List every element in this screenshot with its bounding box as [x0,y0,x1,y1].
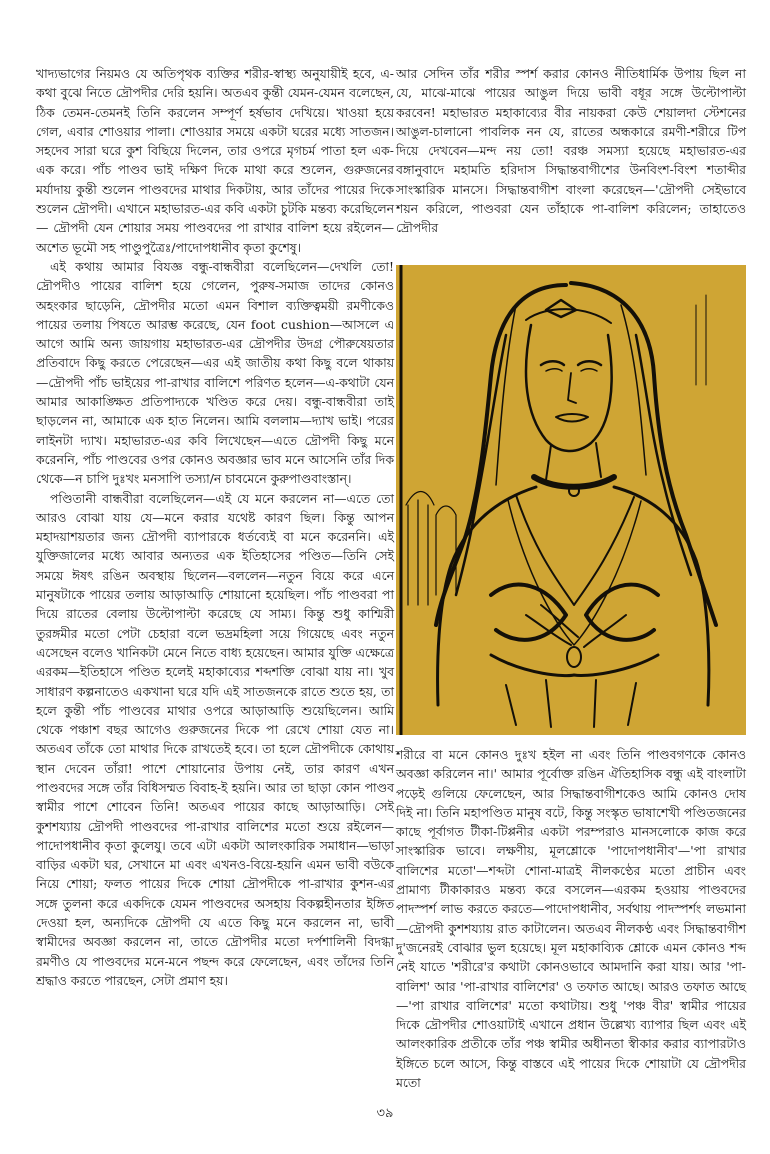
paragraph: এই কথায় আমার বিযজ্ঞ বন্ধু-বান্ধবীরা বলেছিলেন—দেখলি তো! দ্রৌপদীও পায়ের বালিশ হয়ে গেলেন, পুরুষ-সমাজ তাদের কোনও অহংকার ছাড়েনি, দ্রৌপদীর মতো এমন বিশাল ব্যক্তিত্বময়ী রমণীকেও পায়ের তলায় পিষতে আরম্ভ করেছে, যেন foot cushion—আসলে এ আগে আমি অন্য জায়গায় মহাভারত-এর দ্রৌপদীর উদগ্র পৌরুষেয়তার প্রতিবাদে কিছু করতে পেরেছেন—এর এই জাতীয় কথা কিছু বলে থাকায়—দ্রৌপদী পাঁচ ভাইয়ের পা-রাখার বালিশে পরিণত হলেন—এ-কথাটা যেন আমার আকাঙ্ক্ষিত প্রতিপাদ্যকে খণ্ডিত করে দেয়। বন্ধু-বান্ধবীরা তাই ছাড়লেন না, আমাকে এক হাত নিলেন। আমি বললাম—দ্যাখ ভাই। পরের লাইনটা দ্যাখ। মহাভারত-এর কবি লিখেছেন—এতে দ্রৌপদী কিছু মনে করেননি, পাঁচ পাণ্ডবের ওপর কোনও অবজ্ঞার ভাব মনে আসেনি তাঁর দিক থেকে—ন চাপি দুঃখং মনসাপি তস্যা/ন চাবমেনে কুরুপাণ্ডবাংস্তান্। [36,258,394,487]
paragraph: আর সেদিন তাঁর শরীর স্পর্শ করার কোনও নীতিধার্মিক উপায় ছিল না যে, মাঝে-মাঝে পায়ের আঙুল দিয়ে ভাবী বধূর সঙ্গে উল্টোপাল্টা করবেন! মহাভারত মহাকাব্যের বীর নায়করা কেউ শেয়ালদা স্টেশনের আঙুল-চালানো পাবলিক নন যে, রাতের অন্ধকারে রমণী-শরীরে টিপ দিয়ে দেখবেন—মন্দ নয় তো! বরঞ্চ সমস্যা হয়েছে মহাভারত-এর বঙ্গানুবাদে মহামতি হরিদাস সিদ্ধান্তবাগীশের উনবিংশ-বিংশ শতাব্দীর সাংস্কারিক মানসে। সিদ্ধান্তবাগীশ বাংলা করেছেন—'দ্রৌপদী সেইভাবে শয়ন করিলে, পাণ্ডবরা যেন তাঁহাকে পা-বালিশ করিলেন; তাহাতেও দ্রৌপদীর [396,66,746,236]
woman-portrait-icon [396,265,746,735]
illustration-woman-portrait [396,265,746,735]
page-number: ৩৯ [376,1106,394,1121]
paragraph: শরীরে বা মনে কোনও দুঃখ হইল না এবং তিনি পাণ্ডবগণকে কোনও অবজ্ঞা করিলেন না।' আমার পূর্বোক্ত রঙিন ঐতিহাসিক বন্ধু এই বাংলাটা পড়েই গুলিয়ে ফেলেছেন, আর সিদ্ধান্তবাগীশকেও আমি কোনও দোষ দিই না। তিনি মহাপণ্ডিত মানুষ বটে, কিন্তু সংস্কৃত ভাষাশেখী পণ্ডিতজনের কাছে পূর্বাগত টীকা-টিপ্পনীর একটা পরম্পরাও মানসলোকে কাজ করে সাংস্কারিক ভাবে। লক্ষণীয়, মূলশ্লোকে 'পাদোপধানীব'—'পা রাখার বালিশের মতো'—শব্দটা শোনা-মাত্রই নীলকণ্ঠের মতো প্রাচীন এবং প্রামাণ্য টীকাকারও মন্তব্য করে বসলেন—এরকম হওয়ায় পাণ্ডবদের পাদস্পর্শ লাভ করতে করতে—পাদোপধানীব, সর্বথায় পাদস্পর্শং লভমানা—দ্রৌপদী কুশশয্যায় রাত কাটালেন। অতএব নীলকণ্ঠ এবং সিদ্ধান্তবাগীশ দু'জনেরই বোঝার ভুল হয়েছে। মূল মহাকাব্যিক শ্লোকে এমন কোনও শব্দ নেই যাতে 'শরীরে'র কথাটা কোনওভাবে আমদানি করা যায়। আর 'পা-বালিশ' আর 'পা-রাখার বালিশের' ও তফাত আছে। আরও তফাত আছে—'পা রাখার বালিশের' মতো কথাটায়। শুধু 'পঞ্চ বীর' স্বামীর পায়ের দিকে দ্রৌপদীর শোওয়াটাই এখানে প্রধান উল্লেখ্য ব্যাপার ছিল এবং এই আলংকারিক প্রতীকে তাঁর পঞ্চ স্বামীর অধীনতা স্বীকার করার ব্যাপারটাও ইঙ্গিতে চলে আসে, কিন্তু বাস্তবে এই পায়ের দিকে শোয়াটা যে দ্রৌপদীর মতো [396,747,746,1091]
right-column-bottom [396,745,746,1092]
paragraph: খাদ্যভাগের নিয়মও যে অতিপৃথক ব্যক্তির শরীর-স্বাস্থ্য অনুযায়ীই হবে, এ-কথা বুঝে নিতে দ্রৌপদীর দেরি হয়নি। অতএব কুন্তী যেমন-যেমন বলেছেন, ঠিক তেমন-তেমনই তিনি করলেন সম্পূর্ণ হর্ষভাব দেখিয়ে। খাওয়া হয়ে গেল, এবার শোওয়ার পালা। শোওয়ার সময়ে একটা ঘরের মধ্যে সাতজন। সহদেব সারা ঘরে কুশ বিছিয়ে দিলেন, তার ওপরে মৃগচর্ম পাতা হল এক-এক করে। পাঁচ পাণ্ডব ভাই দক্ষিণ দিকে মাথা করে শুলেন, গুরুজনের মর্যাদায় কুন্তী শুলেন পাণ্ডবদের মাথার দিকটায়, আর তাঁদের পায়ের দিকে শুলেন দ্রৌপদী। এখানে মহাভারত-এর কবি একটা চুটকি মন্তব্য করেছিলেন— দ্রৌপদী যেন শোয়ার সময় পাণ্ডবদের পা রাখার বালিশ হয়ে রইলেন—অশেত ভূমৌ সহ পাণ্ডুপুত্রৈঃ/পাদোপধানীব কৃতা কুশেষু। [36,66,394,255]
right-column-top [396,64,746,238]
paragraph: পণ্ডিতানী বান্ধবীরা বলেছিলেন—এই যে মনে করলেন না—এতে তো আরও বোঝা যায় যে—মনে করার যথেষ্ট কারণ ছিল। কিন্তু আপন মহাদয়াশয়তার জন্য দ্রৌপদী ব্যাপারকে ধর্তব্যেই বা মনে করেননি। এই যুক্তিজালের মধ্যে আবার অন্যতর এক ইতিহাসের পণ্ডিত—তিনি সেই সময়ে ঈষৎ রঙিন অবস্থায় ছিলেন—বললেন—নতুন বিয়ে করে এনে মানুষটাকে পায়ের তলায় আড়াআড়ি শোয়ানো হয়েছিল। পাঁচ পাণ্ডবরা পা দিয়ে রাতের বেলায় উল্টোপাল্টা করেছে যে সাম্য। কিন্তু শুধু কাশ্মিরী তুরঙ্গমীর মতো পেটা চেহারা বলে ভদ্রমহিলা সয়ে গিয়েছে এবং নতুন এসেছেন বলেও খানিকটা মেনে নিতে বাধ্য হয়েছেন। আমার যুক্তি এক্ষেত্রে এরকম—ইতিহাসে পণ্ডিত হলেই মহাকাব্যের শব্দশক্তি বোঝা যায় না। খুব সাধারণ কল্পনাতেও একখানা ঘরে যদি এই সাতজনকে রাতে শুতে হয়, তা হলে কুন্তী পাঁচ পাণ্ডবের মাথার ওপরে আড়াআড়ি শুয়েছিলেন। আমি থেকে পঞ্চাশ বছর আগেও গুরুজনের দিকে পা রেখে শোয়া যেত না। অতএব তাঁকে তো মাথার দিকে রাখতেই হবে। তা হলে দ্রৌপদীকে কোথায় স্থান দেবেন তাঁরা! পাশে শোয়ানোর উপায় নেই, তার কারণ এখন পাণ্ডবদের সঙ্গে তাঁর বিধিসম্মত বিবাহ-ই হয়নি। আর তা ছাড়া কোন পাণ্ডব স্বামীর পাশে শোবেন তিনি! অতএব পায়ের কাছে আড়াআড়ি। সেই কুশশয্যায় দ্রৌপদী পাণ্ডবদের পা-রাখার বালিশের মতো শুয়ে রইলেন—পাদোপধানীব কৃতা কুলেযু। তবে এটা একটা আলংকারিক সমাধান—ভাড়া বাড়ির একটা ঘর, সেখানে মা এবং এখনও-বিয়ে-হয়নি এমন ভাবী বউকে নিয়ে শোয়া; ফলত পায়ের দিকে শোয়া দ্রৌপদীকে পা-রাখার কুশন-এর সঙ্গে তুলনা করে একদিকে যেমন পাণ্ডবদের অসহায় বিকল্পহীনতার ইঙ্গিত দেওয়া হল, অন্যদিকে দ্রৌপদী যে এতে কিছু মনে করলেন না, ভাবী স্বামীদের অবজ্ঞা করলেন না, তাতে দ্রৌপদীর মতো দর্পশালিনী বিদগ্ধা রমণীও যে পাণ্ডবদের মনে-মনে পছন্দ করে ফেলেছেন, এবং তাঁদের তিনি শ্রদ্ধাও করতে পারছেন, সেটা প্রমাণ হয়। [36,490,394,988]
left-column [36,64,394,990]
